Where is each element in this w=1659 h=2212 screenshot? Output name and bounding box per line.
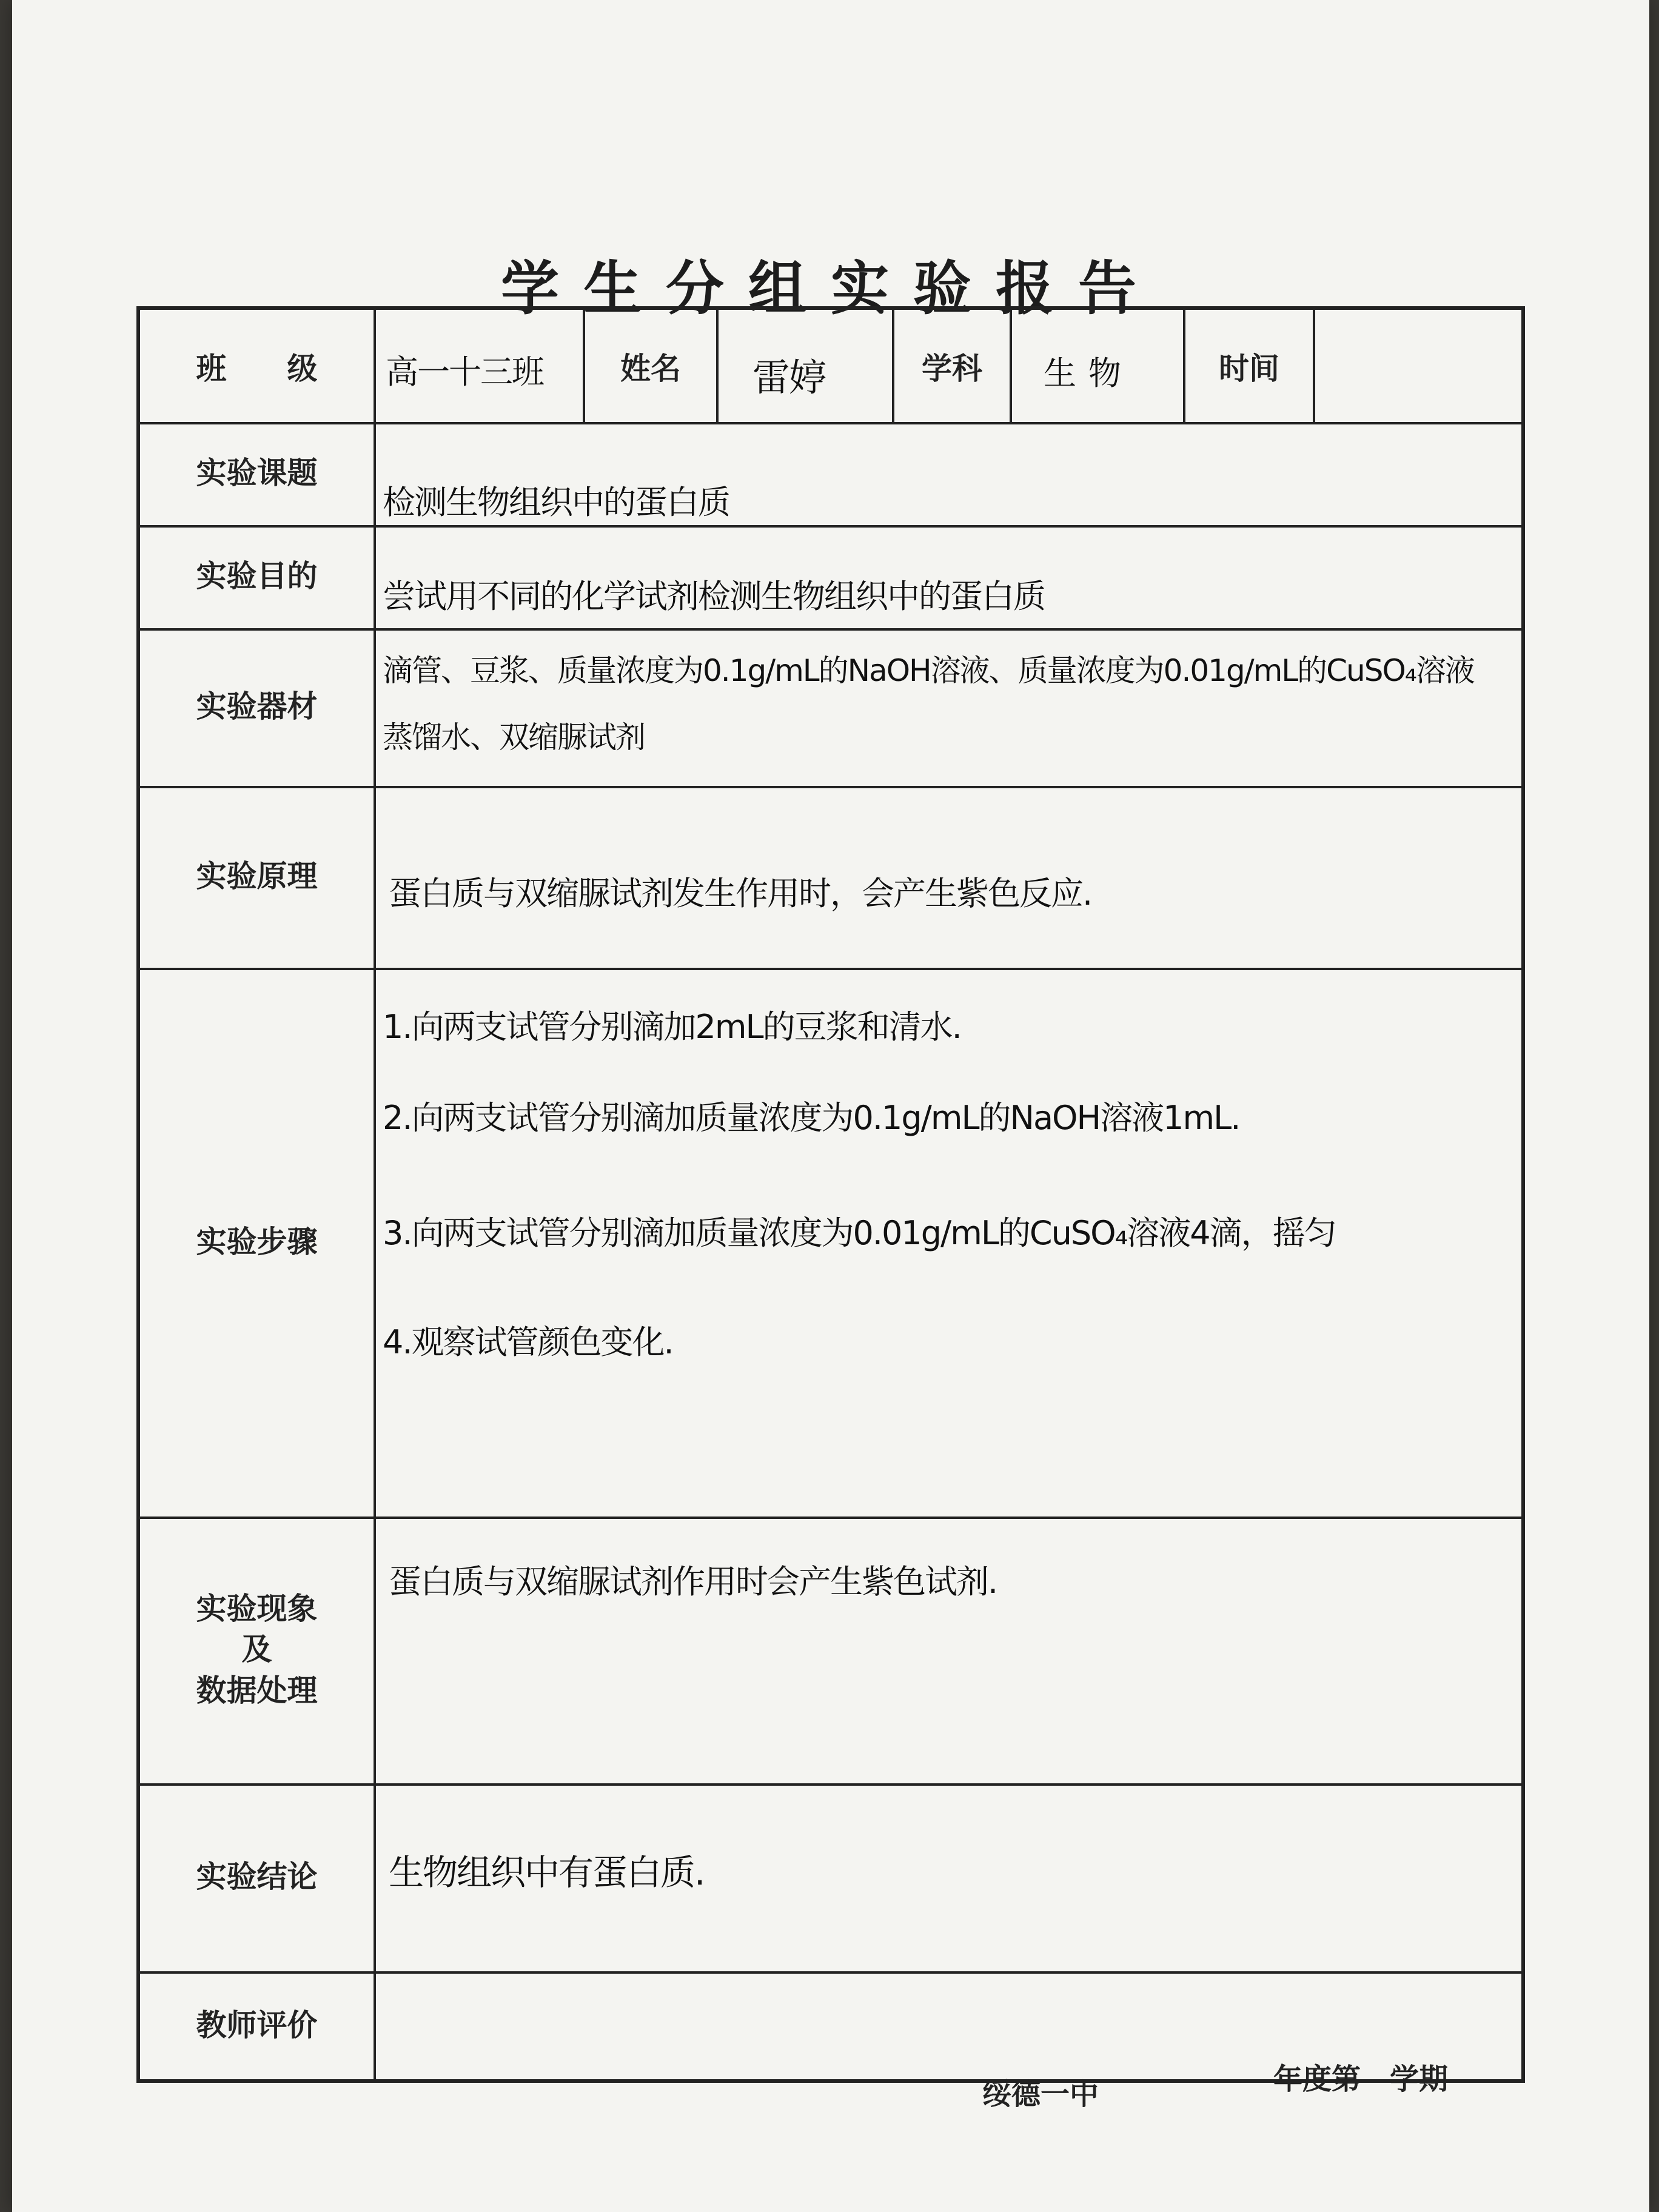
observation-label-line: 及 [241, 1632, 272, 1667]
observation-label-line: 实验现象 [196, 1590, 318, 1626]
school-name: 绥德一中 [982, 2077, 1099, 2111]
step-item: 4.观察试管颜色变化. [383, 1323, 673, 1361]
materials-label: 实验器材 [196, 689, 318, 725]
observation-label [140, 1517, 374, 1783]
purpose-value: 尝试用不同的化学试剂检测生物组织中的蛋白质 [383, 577, 1045, 615]
class-value: 高一十三班 [386, 353, 543, 391]
observation-value: 蛋白质与双缩脲试剂作用时会产生紫色试剂. [389, 1563, 997, 1601]
purpose-label: 实验目的 [196, 558, 318, 594]
materials-line: 蒸馏水、双缩脲试剂 [383, 720, 645, 755]
conclusion-value: 生物组织中有蛋白质. [389, 1852, 705, 1893]
report-title: 学生分组实验报告 [501, 254, 1161, 323]
step-item: 1.向两支试管分别滴加2mL的豆浆和清水. [383, 1008, 961, 1046]
principle-value: 蛋白质与双缩脲试剂发生作用时，会产生紫色反应. [389, 874, 1092, 913]
report-form [136, 306, 1525, 2083]
header-divider [1010, 310, 1012, 422]
topic-value: 检测生物组织中的蛋白质 [383, 483, 729, 521]
observation-label-line: 数据处理 [196, 1672, 318, 1708]
materials-line: 滴管、豆浆、质量浓度为0.1g/mL的NaOH溶液、质量浓度为0.01g/mL的CuSO₄溶液 [383, 653, 1474, 688]
conclusion-label: 实验结论 [196, 1859, 318, 1895]
topic-label: 实验课题 [196, 455, 318, 491]
header-divider [1313, 310, 1315, 422]
steps-label: 实验步骤 [196, 1224, 318, 1259]
header-divider [716, 310, 719, 422]
time-label: 时间 [1219, 350, 1279, 386]
name-value: 雷婷 [752, 355, 826, 400]
subject-label: 学科 [922, 350, 982, 386]
report-paper [12, 0, 1649, 2212]
step-item: 3.向两支试管分别滴加质量浓度为0.01g/mL的CuSO₄溶液4滴，摇匀 [383, 1214, 1336, 1252]
label-column-divider [374, 310, 376, 2079]
step-item: 2.向两支试管分别滴加质量浓度为0.1g/mL的NaOH溶液1mL. [383, 1099, 1240, 1137]
class-label: 班 级 [196, 350, 318, 386]
principle-label: 实验原理 [196, 859, 318, 894]
name-label: 姓名 [620, 350, 681, 386]
evaluation-label: 教师评价 [196, 2008, 318, 2043]
subject-value: 生物 [1044, 354, 1133, 392]
term-label: 年度第 学期 [1273, 2062, 1449, 2096]
